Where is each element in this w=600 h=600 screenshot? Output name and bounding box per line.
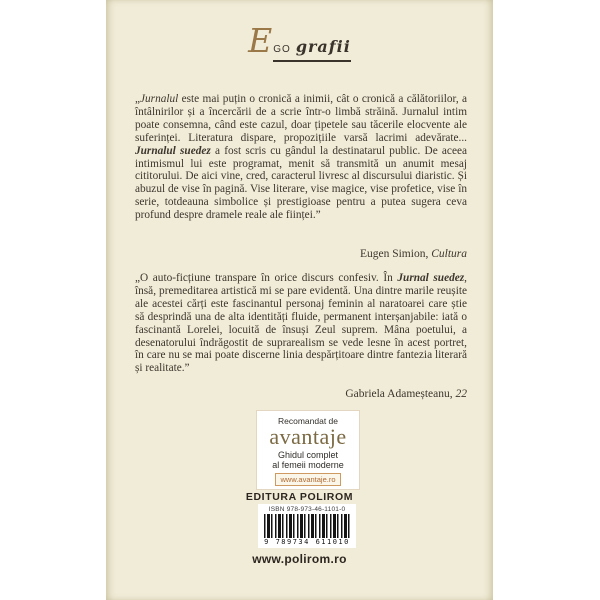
ego-grafii-logo [106,21,493,62]
attribution-eugen-simion [135,248,469,260]
quote2-book-title: Jurnal suedez [397,272,465,284]
quote1-body2: a fost scris cu gândul la destinatarul public. De aceea intimismul lui este programat, menit să transmită un anumit mesaj cititorului. De aici vine, cred, caracterul livresc al discursului diaristic. Și abuzul de vise în pagină. Vise literare, vise magice, vise profetice, vise în serie, totdeauna simbolice și prestigioase pentru a putea sugera ceva profund despre dramele reale ale ființei.” [135,144,467,222]
badge-brand-avantaje: avantaje [269,424,347,449]
quote1-open: „ [135,93,141,105]
quote1-lead-italic: Jurnalul [140,93,179,105]
quote2-body2: , însă, premeditarea artistică mi se pare evidentă. Una dintre marile reușite ale acestei cărți este fascinantul personaj feminin al naratoarei care știe să desprindă una de alta identități fluide, permanent interșanjabile: iată o fascinantă Lorelei, locuită de însuși Zeul suprem. Mâna poetului, a desenatorului îndrăgostit de suprarealism se vede lesne în acest portret, în care nu se mai poate discerne linia despărțitoare dintre fantezia literară și realitate.” [135,272,467,375]
logo-initial-e: E [248,21,273,60]
quote-gabriela-adamesteanu [135,272,467,375]
attribution1-source: Cultura [431,248,467,260]
badge-tagline-line2: al femeii moderne [272,460,344,470]
publisher-name: EDITURA POLIROM [245,491,354,503]
quote2-body1: „O auto-ficțiune transpare în orice discurs confesiv. În [135,272,398,284]
isbn-label: ISBN 978-973-46-1101-0 [268,506,346,513]
badge-recommended-by: Recomandat de [277,416,338,426]
quote1-body1: este mai puțin o cronică a inimii, cât o cronică a călătoriilor, a întâlnirilor și a încercării de a scrie într-o limbă străină. Jurnalul intim poate consemna, când este cazul, doar țipetele sau tăcerile elocvente ale suferinței. Literatura dispare, propozițiile varsă lacrimi adevărate... [135,93,467,144]
barcode-block [258,504,356,548]
logo-underlined-part [273,37,351,62]
logo-script-grafii: grafii [295,37,351,56]
logo-caps-go: GO [273,44,291,55]
book-back-cover [106,0,493,600]
attribution-gabriela-adamesteanu [135,388,469,400]
quote1-book-title: Jurnalul suedez [135,144,211,157]
badge-avantaje-url: www.avantaje.ro [275,473,340,486]
publisher-website: www.polirom.ro [252,552,347,566]
badge-tagline-line1: Ghidul complet [277,450,338,460]
attribution2-source: 22 [455,388,467,400]
barcode-digits: 9 789734 611010 [264,538,350,546]
attribution1-name: Eugen Simion, [359,248,432,260]
attribution2-name: Gabriela Adameșteanu, [345,388,456,400]
quote-eugen-simion [135,93,467,222]
barcode-icon [264,514,350,538]
badge-tagline [272,450,344,470]
avantaje-recommendation-badge [256,410,360,490]
